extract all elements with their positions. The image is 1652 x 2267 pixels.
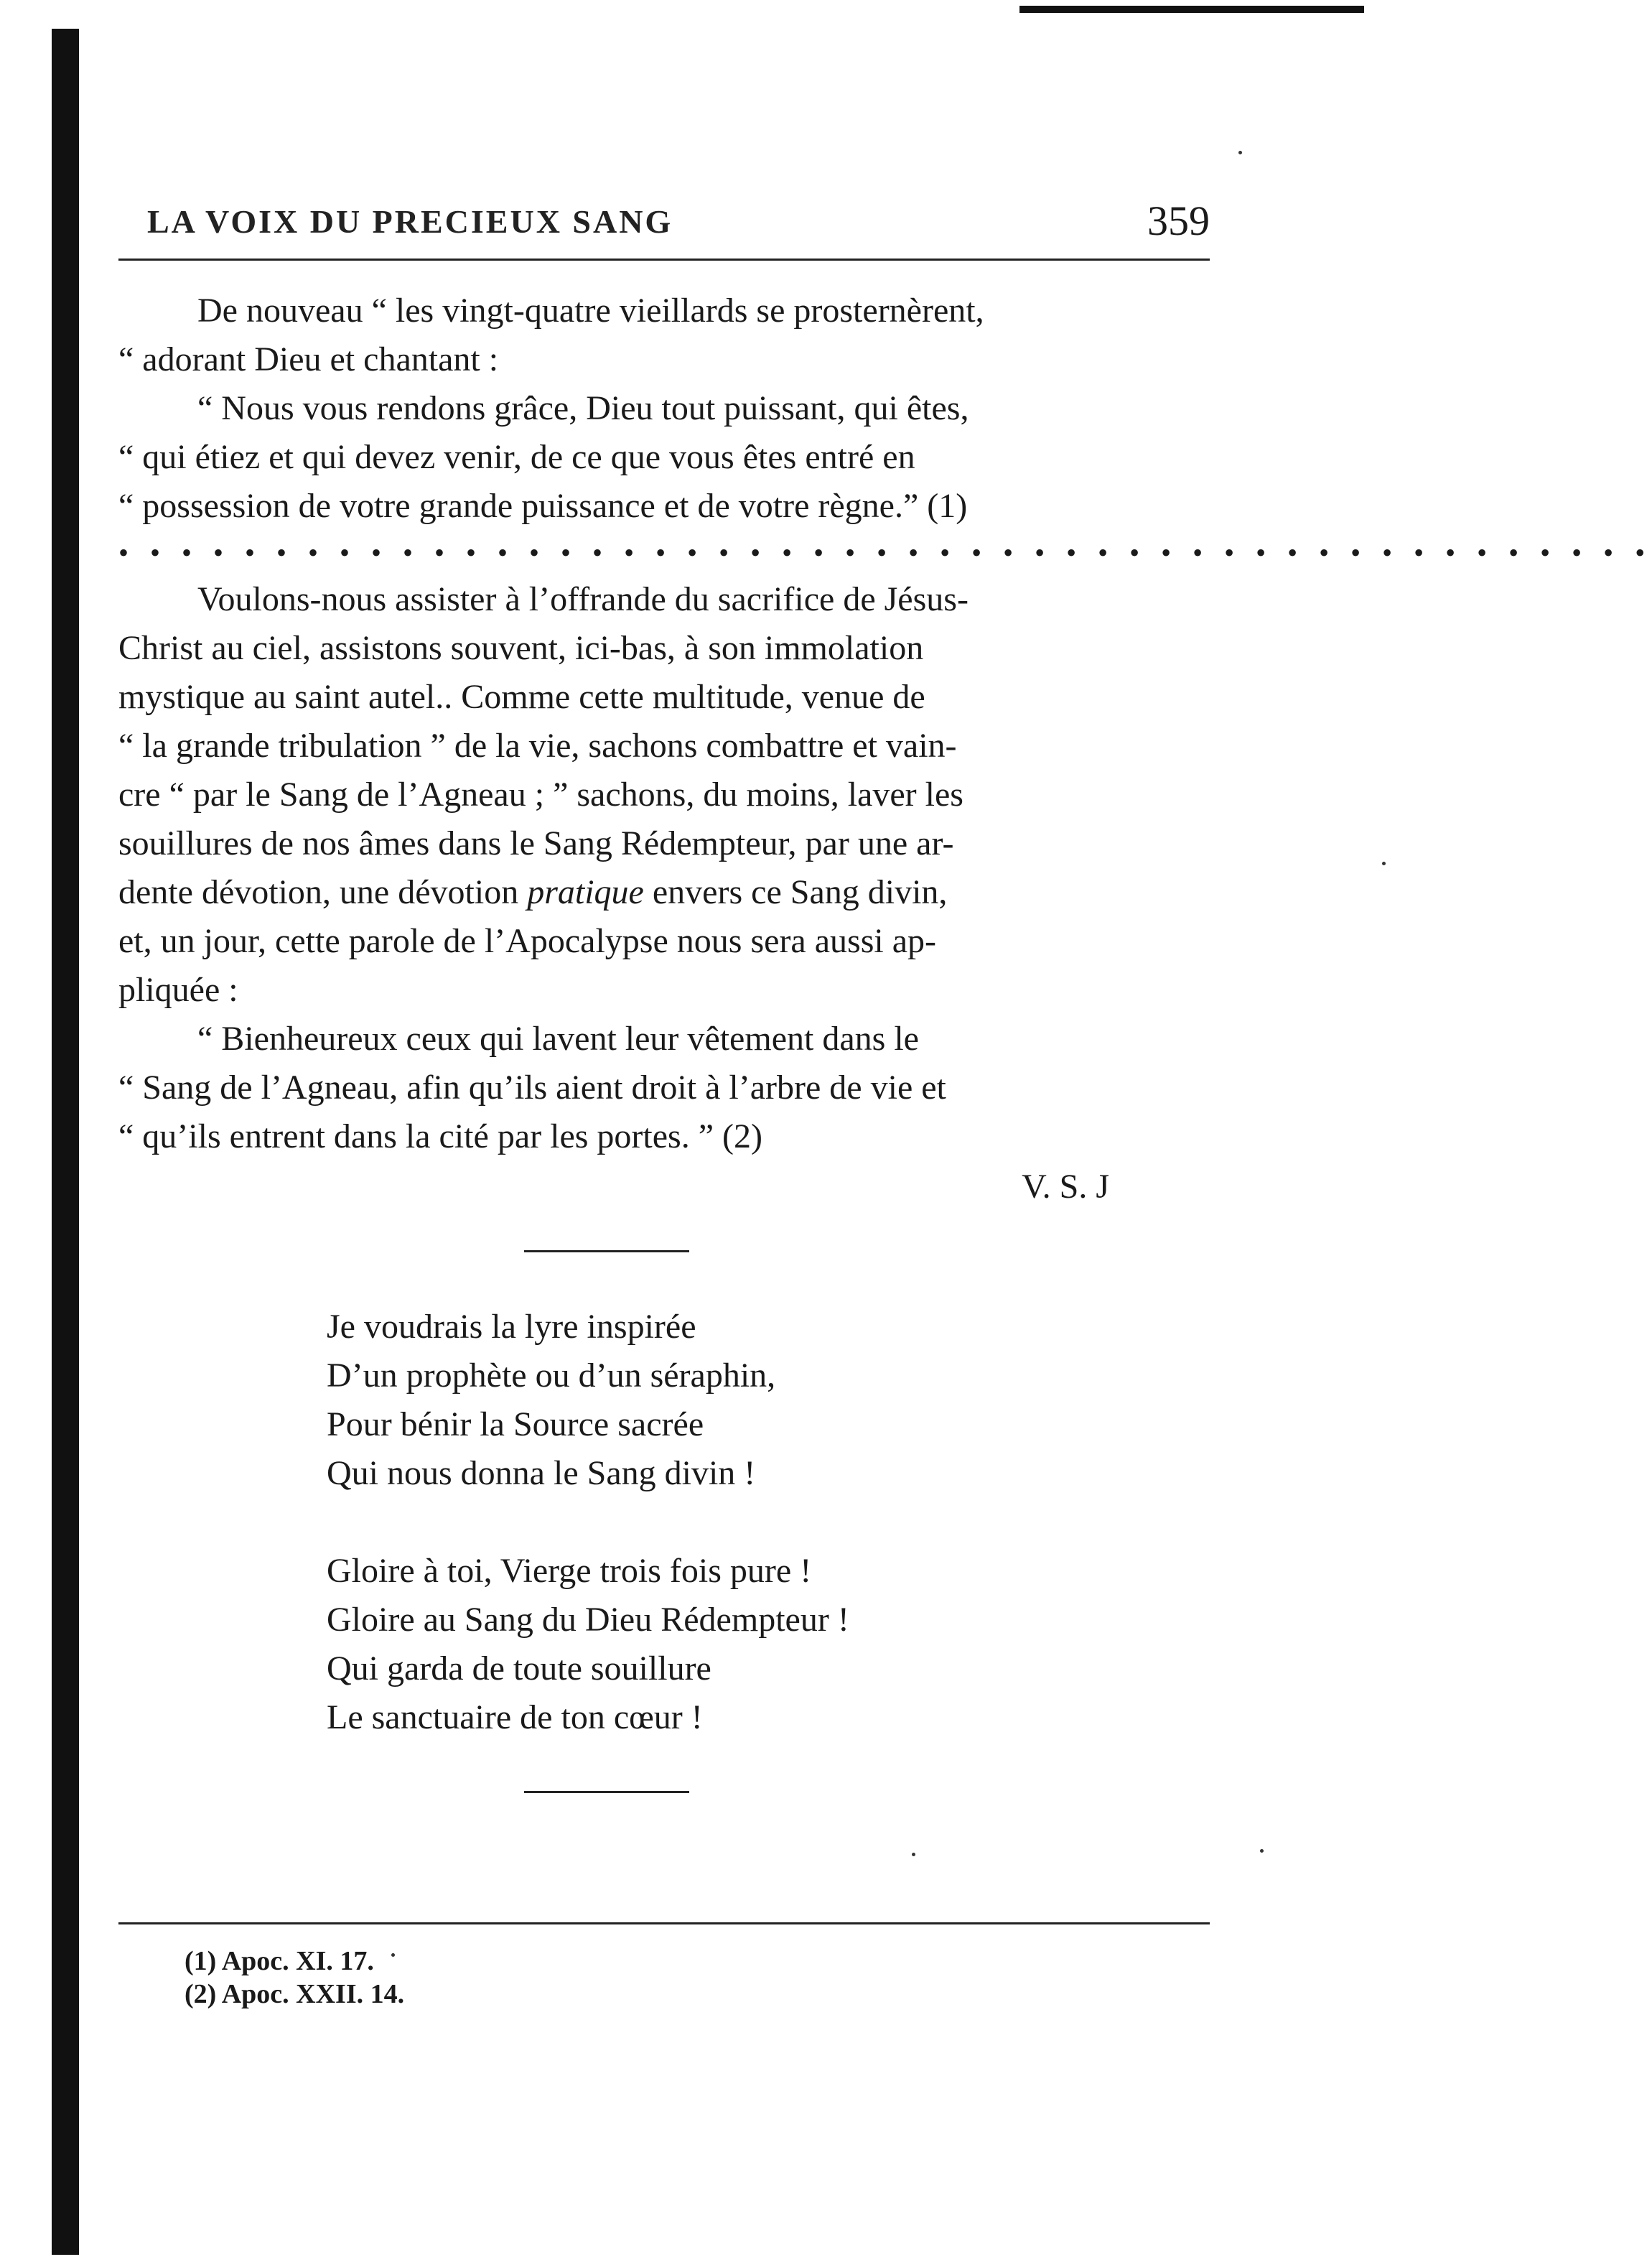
text-line: Christ au ciel, assistons souvent, ici-bas, à son immolation [118,629,924,667]
section-divider [524,1791,689,1793]
text-line: pliquée : [118,971,238,1009]
poem-line: Qui nous donna le Sang divin ! [327,1454,756,1492]
text-line: “ qui étiez et qui devez venir, de ce que vous êtes entré en [118,438,915,476]
poem [327,1303,1210,1742]
text-line: “ possession de votre grande puissance et de votre règne.” (1) [118,487,968,525]
text-line: et, un jour, cette parole de l’Apocalypse nous sera aussi ap- [118,922,937,960]
footnote: (1) Apoc. XI. 17. [185,1946,374,1976]
page-number: 359 [1147,197,1210,244]
text-line: “ Bienheureux ceux qui lavent leur vêtement dans le [197,1020,919,1058]
text-run: envers ce Sang divin, [643,873,948,911]
text-line: Voulons-nous assister à l’offrande du sacrifice de Jésus- [197,580,969,618]
text-line: “ adorant Dieu et chantant : [118,340,499,378]
footnotes [118,1945,1210,2011]
author-signature: V. S. J [1022,1168,1109,1206]
text-line: souillures de nos âmes dans le Sang Rédempteur, par une ar- [118,824,954,862]
paragraph-1 [118,287,1210,384]
poem-line: Pour bénir la Source sacrée [327,1405,704,1443]
paragraph-4 [118,1015,1210,1161]
italic-word: pratique [527,873,644,911]
header-rule [118,259,1210,261]
text-line: mystique au saint autel.. Comme cette multitude, venue de [118,678,925,716]
scan-border-top [1019,6,1364,13]
poem-line: Je voudrais la lyre inspirée [327,1308,696,1346]
poem-stanza-2 [327,1547,1210,1742]
page-header [118,187,1210,244]
poem-line: Gloire au Sang du Dieu Rédempteur ! [327,1601,849,1639]
scan-speck [1382,862,1386,865]
footnote: (2) Apoc. XXII. 14. [185,1979,405,2009]
scan-border-left [52,29,79,2255]
poem-line: Gloire à toi, Vierge trois fois pure ! [327,1552,812,1590]
poem-line: Qui garda de toute souillure [327,1649,711,1688]
text-line: “ la grande tribulation ” de la vie, sachons combattre et vain- [118,727,957,765]
text-line: cre “ par le Sang de l’Agneau ; ” sachons, du moins, laver les [118,776,963,814]
text-run: dente dévotion, une dévotion [118,873,528,911]
poem-line: Le sanctuaire de ton cœur ! [327,1698,703,1736]
text-line: “ Sang de l’Agneau, afin qu’ils aient droit à l’arbre de vie et [118,1069,946,1107]
scan-speck [1260,1849,1264,1853]
ellipsis-row: • • • • • • • • • • • • • • • • • • • • • • • • • • • • • • • • • • • • • • • • • • • • • • • • • [118,536,1652,569]
paragraph-2 [118,384,1210,531]
poem-line: D’un prophète ou d’un séraphin, [327,1356,776,1395]
text-line: “ Nous vous rendons grâce, Dieu tout puissant, qui êtes, [197,389,969,427]
text-line: De nouveau “ les vingt-quatre vieillards se prosternèrent, [197,292,984,330]
poem-stanza-1 [327,1303,1210,1498]
text-line: “ qu’ils entrent dans la cité par les portes. ” (2) [118,1117,762,1155]
section-divider [524,1250,689,1252]
book-page [118,187,1652,2011]
running-title: LA VOIX DU PRECIEUX SANG [147,203,673,240]
paragraph-3 [118,575,1210,1015]
scan-speck [1238,151,1242,154]
text-line [118,868,1210,917]
footnote-rule [118,1922,1210,1924]
